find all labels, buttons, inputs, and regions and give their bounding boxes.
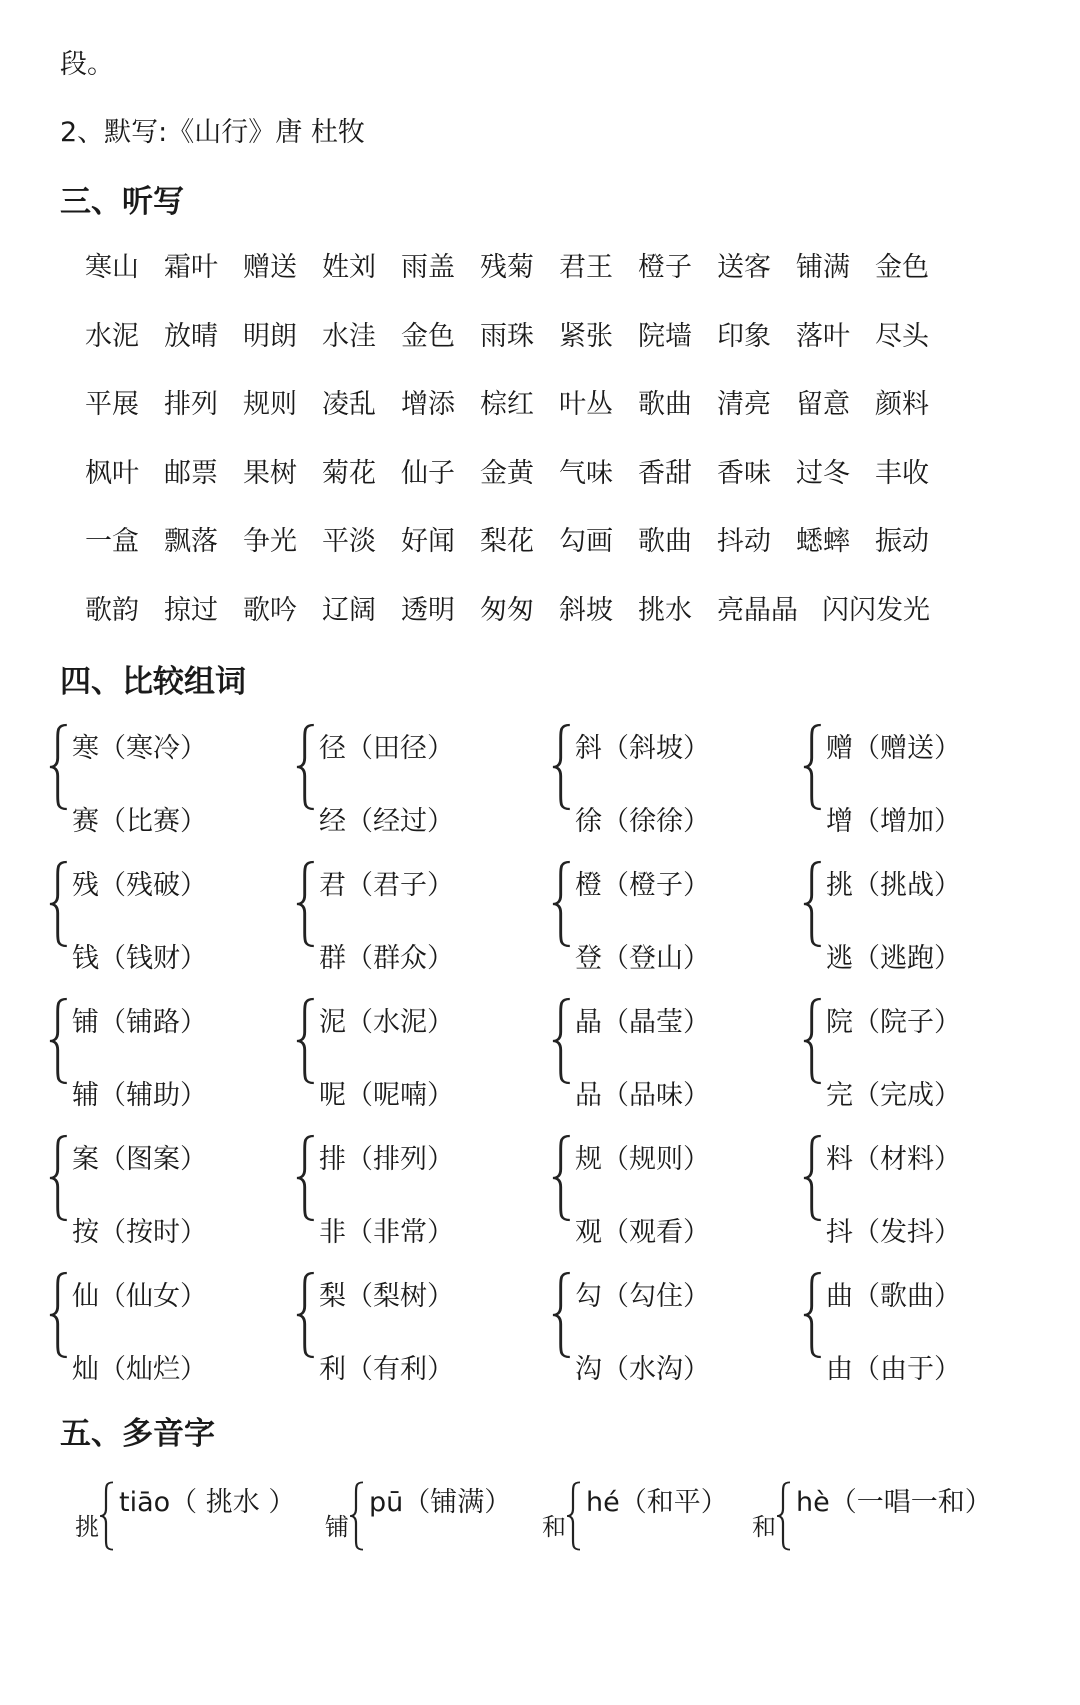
polyphone-reading: tiāo（ 挑水 ） <box>119 1487 296 1518</box>
dictation-word: 辽阔 <box>322 594 376 626</box>
dictation-word: 金色 <box>875 252 929 283</box>
dictation-word: 落叶 <box>796 320 850 352</box>
dictation-word: 一盒 <box>85 526 139 557</box>
pair-word-bottom: 按（按时） <box>72 1217 207 1248</box>
dictation-word: 放晴 <box>164 320 218 352</box>
dictation-word: 明朗 <box>243 320 297 352</box>
compare-pair <box>293 1133 513 1248</box>
dictation-word: 闪闪发光 <box>822 594 930 626</box>
curly-brace-icon <box>293 1270 319 1360</box>
curly-brace-icon <box>293 859 319 949</box>
dictation-word: 菊花 <box>322 457 376 489</box>
pair-word-top: 曲（歌曲） <box>826 1281 961 1312</box>
pair-word-bottom: 利（有利） <box>319 1354 454 1385</box>
pair-word-bottom: 观（观看） <box>575 1217 710 1248</box>
dictation-word: 橙子 <box>638 252 692 283</box>
curly-brace-icon <box>800 996 826 1086</box>
curly-brace-icon <box>774 1480 794 1552</box>
polyphone-item <box>752 1462 992 1552</box>
dictation-word: 仙子 <box>401 457 455 489</box>
dictation-word: 梨花 <box>480 526 534 557</box>
dictation-word: 君王 <box>559 252 613 283</box>
dictation-word: 尽头 <box>875 320 929 352</box>
pair-word-bottom: 品（品味） <box>575 1080 710 1111</box>
pair-word-bottom: 辅（辅助） <box>72 1080 207 1111</box>
dictation-word: 飘落 <box>164 526 218 557</box>
compare-pair <box>549 859 769 974</box>
polyphone-reading: pū（铺满） <box>369 1487 512 1518</box>
compare-pair <box>46 1133 266 1248</box>
polyphone-reading: hé（和平） <box>586 1487 728 1518</box>
dictation-word: 亮晶晶 <box>717 594 798 626</box>
curly-brace-icon <box>549 1270 575 1360</box>
compare-pair <box>800 859 1020 974</box>
compare-pair <box>293 1270 513 1385</box>
compare-pair <box>800 1270 1020 1385</box>
dictation-word: 掠过 <box>164 594 218 626</box>
compare-pair <box>46 722 266 837</box>
dictation-word: 抖动 <box>717 526 771 557</box>
dictation-word: 过冬 <box>796 457 850 489</box>
curly-brace-icon <box>97 1480 117 1552</box>
section-3-heading: 三、听写 <box>60 184 184 220</box>
pair-word-top: 晶（晶莹） <box>575 1007 710 1038</box>
dictation-word: 果树 <box>243 457 297 489</box>
dictation-word: 香甜 <box>638 457 692 489</box>
pair-word-top: 仙（仙女） <box>72 1281 207 1312</box>
compare-pair <box>549 722 769 837</box>
compare-pair <box>800 722 1020 837</box>
dictation-item-2: 2、默写:《山行》唐 杜牧 <box>60 117 365 148</box>
dictation-word: 院墙 <box>638 320 692 352</box>
curly-brace-icon <box>293 996 319 1086</box>
dictation-word: 规则 <box>243 389 297 420</box>
dictation-word: 铺满 <box>796 252 850 283</box>
pair-word-top: 勾（勾住） <box>575 1281 710 1312</box>
dictation-word: 歌韵 <box>85 594 139 626</box>
pair-word-bottom: 登（登山） <box>575 943 710 974</box>
dictation-word: 清亮 <box>717 389 771 420</box>
curly-brace-icon <box>800 1270 826 1360</box>
compare-pair <box>549 1270 769 1385</box>
dictation-word: 金黄 <box>480 457 534 489</box>
section-4-heading: 四、比较组词 <box>60 664 246 700</box>
curly-brace-icon <box>800 1133 826 1223</box>
dictation-word: 丰收 <box>875 457 929 489</box>
pair-word-top: 案（图案） <box>72 1144 207 1175</box>
pair-word-top: 寒（寒冷） <box>72 733 207 764</box>
dictation-word: 姓刘 <box>322 252 376 283</box>
curly-brace-icon <box>800 722 826 812</box>
curly-brace-icon <box>347 1480 367 1552</box>
compare-pair <box>46 1270 266 1385</box>
compare-pair <box>46 996 266 1111</box>
pair-word-bottom: 经（经过） <box>319 806 454 837</box>
pair-word-bottom: 赛（比赛） <box>72 806 207 837</box>
dictation-word: 金色 <box>401 320 455 352</box>
pair-word-bottom: 逃（逃跑） <box>826 943 961 974</box>
polyphone-item <box>542 1462 782 1552</box>
curly-brace-icon <box>549 1133 575 1223</box>
dictation-word: 增添 <box>401 389 455 420</box>
dictation-word: 棕红 <box>480 389 534 420</box>
dictation-word: 挑水 <box>638 594 692 626</box>
curly-brace-icon <box>46 722 72 812</box>
dictation-word: 歌曲 <box>638 526 692 557</box>
compare-pair <box>293 996 513 1111</box>
dictation-word: 香味 <box>717 457 771 489</box>
polyphone-char: 铺 <box>325 1513 349 1541</box>
dictation-word: 霜叶 <box>164 252 218 283</box>
dictation-word: 匆匆 <box>480 594 534 626</box>
pair-word-top: 赠（赠送） <box>826 733 961 764</box>
compare-pair <box>293 859 513 974</box>
pair-word-bottom: 抖（发抖） <box>826 1217 961 1248</box>
dictation-word: 水泥 <box>85 320 139 352</box>
dictation-word: 残菊 <box>480 252 534 283</box>
curly-brace-icon <box>549 722 575 812</box>
curly-brace-icon <box>549 996 575 1086</box>
compare-pair <box>549 1133 769 1248</box>
section-5-heading: 五、多音字 <box>60 1416 215 1452</box>
dictation-word: 平淡 <box>322 526 376 557</box>
dictation-word: 印象 <box>717 320 771 352</box>
dictation-word: 寒山 <box>85 252 139 283</box>
dictation-word: 蟋蟀 <box>796 526 850 557</box>
polyphone-char: 和 <box>752 1513 776 1541</box>
dictation-word: 争光 <box>243 526 297 557</box>
curly-brace-icon <box>800 859 826 949</box>
pair-word-bottom: 增（增加） <box>826 806 961 837</box>
polyphone-item <box>75 1462 315 1552</box>
dictation-word: 好闻 <box>401 526 455 557</box>
polyphone-char: 和 <box>542 1513 566 1541</box>
curly-brace-icon <box>293 722 319 812</box>
pair-word-top: 挑（挑战） <box>826 870 961 901</box>
compare-pair <box>549 996 769 1111</box>
dictation-word: 勾画 <box>559 526 613 557</box>
dictation-word: 留意 <box>796 389 850 420</box>
pair-word-top: 泥（水泥） <box>319 1007 454 1038</box>
pair-word-bottom: 钱（钱财） <box>72 943 207 974</box>
dictation-word: 排列 <box>164 389 218 420</box>
curly-brace-icon <box>549 859 575 949</box>
pair-word-top: 规（规则） <box>575 1144 710 1175</box>
curly-brace-icon <box>46 1270 72 1360</box>
pair-word-bottom: 徐（徐徐） <box>575 806 710 837</box>
pair-word-bottom: 非（非常） <box>319 1217 454 1248</box>
dictation-word: 紧张 <box>559 320 613 352</box>
pair-word-bottom: 呢（呢喃） <box>319 1080 454 1111</box>
curly-brace-icon <box>46 1133 72 1223</box>
dictation-word: 雨盖 <box>401 252 455 283</box>
dictation-word: 送客 <box>717 252 771 283</box>
pair-word-bottom: 由（由于） <box>826 1354 961 1385</box>
dictation-word: 歌曲 <box>638 389 692 420</box>
pair-word-bottom: 沟（水沟） <box>575 1354 710 1385</box>
pair-word-top: 排（排列） <box>319 1144 454 1175</box>
polyphone-char: 挑 <box>75 1513 99 1541</box>
pair-word-top: 径（田径） <box>319 733 454 764</box>
dictation-word: 斜坡 <box>559 594 613 626</box>
dictation-word: 透明 <box>401 594 455 626</box>
dictation-word: 平展 <box>85 389 139 420</box>
compare-pair <box>46 859 266 974</box>
pair-word-top: 残（残破） <box>72 870 207 901</box>
pair-word-bottom: 灿（灿烂） <box>72 1354 207 1385</box>
compare-pair <box>800 1133 1020 1248</box>
pair-word-bottom: 完（完成） <box>826 1080 961 1111</box>
dictation-word: 歌吟 <box>243 594 297 626</box>
dictation-word: 叶丛 <box>559 389 613 420</box>
compare-pair <box>293 722 513 837</box>
dictation-word: 雨珠 <box>480 320 534 352</box>
compare-pair <box>800 996 1020 1111</box>
dictation-word: 颜料 <box>875 389 929 420</box>
dictation-word: 振动 <box>875 526 929 557</box>
pair-word-top: 君（君子） <box>319 870 454 901</box>
pair-word-top: 橙（橙子） <box>575 870 710 901</box>
paragraph-continuation: 段。 <box>60 49 114 80</box>
dictation-word: 气味 <box>559 457 613 489</box>
pair-word-top: 斜（斜坡） <box>575 733 710 764</box>
curly-brace-icon <box>564 1480 584 1552</box>
pair-word-top: 梨（梨树） <box>319 1281 454 1312</box>
curly-brace-icon <box>293 1133 319 1223</box>
curly-brace-icon <box>46 859 72 949</box>
dictation-word: 赠送 <box>243 252 297 283</box>
pair-word-top: 铺（铺路） <box>72 1007 207 1038</box>
dictation-word: 枫叶 <box>85 457 139 489</box>
pair-word-top: 院（院子） <box>826 1007 961 1038</box>
pair-word-top: 料（材料） <box>826 1144 961 1175</box>
pair-word-bottom: 群（群众） <box>319 943 454 974</box>
dictation-word: 凌乱 <box>322 389 376 420</box>
polyphone-reading: hè（一唱一和） <box>796 1487 992 1518</box>
polyphone-item <box>325 1462 565 1552</box>
dictation-word: 邮票 <box>164 457 218 489</box>
curly-brace-icon <box>46 996 72 1086</box>
dictation-word: 水洼 <box>322 320 376 352</box>
